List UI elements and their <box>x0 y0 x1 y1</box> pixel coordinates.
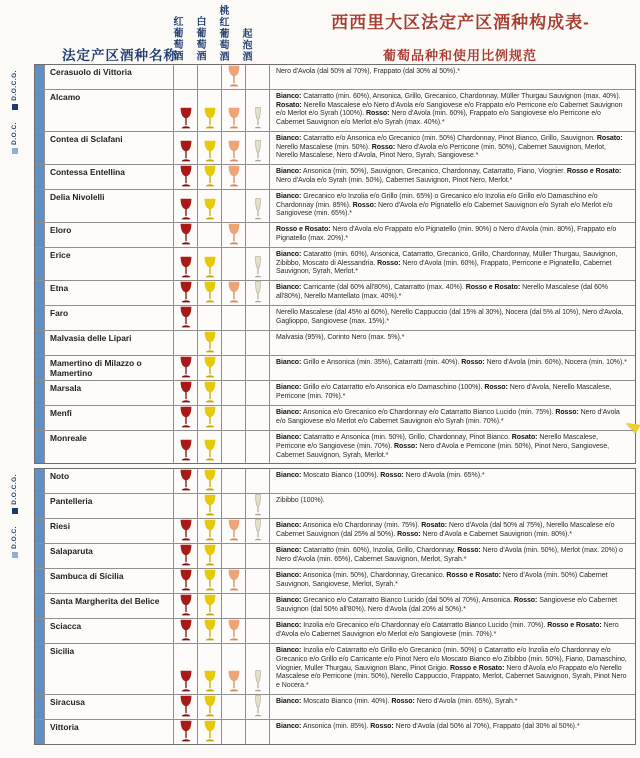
sparkling-wine-cell <box>246 431 270 463</box>
red-wine-glass-icon <box>178 198 194 220</box>
red-wine-cell <box>174 519 198 543</box>
rose-wine-glass-icon <box>226 519 242 541</box>
rose-wine-cell <box>222 720 246 744</box>
red-wine-cell <box>174 594 198 618</box>
rose-wine-glass-icon <box>226 619 242 641</box>
rose-wine-cell <box>222 406 246 430</box>
white-wine-cell <box>198 720 222 744</box>
group-color-bar <box>35 306 45 330</box>
table-row <box>35 65 635 90</box>
group-color-bar <box>35 165 45 189</box>
red-wine-cell <box>174 494 198 518</box>
region-name: Contessa Entellina <box>45 165 174 189</box>
group-color-bar <box>35 90 45 131</box>
grape-composition-text: Bianco: Grillo e/o Catarratto e/o Ansonica e/o Damaschino (100%). Rosso: Nero d'Avola, Nerello Mascalese, Perricone (min. 70%).* <box>276 384 612 400</box>
doc-label: D.O.C. <box>11 122 18 145</box>
white-wine-glass-icon <box>202 619 218 641</box>
grape-composition-text: Bianco: Grillo e Ansonica (min. 35%), Catarratti (min. 40%). Rosso: Nero d'Avola (min. 60%), Nocera (min. 10%).* <box>276 359 627 367</box>
white-wine-glass-icon <box>202 439 218 461</box>
docg-legend <box>11 70 18 110</box>
rose-wine-glass-icon <box>226 281 242 303</box>
white-wine-cell <box>198 569 222 593</box>
sparkling-wine-glass-icon <box>250 670 266 692</box>
region-name: Alcamo <box>45 90 174 131</box>
red-wine-glass-icon <box>178 544 194 566</box>
red-wine-cell <box>174 406 198 430</box>
grape-composition-text: Bianco: Carricante (dal 60% all'80%), Catarratto (max. 40%). Rosso e Rosato: Nerello Mascalese (dal 60% all'80%), Nerello Mantellato (max. 40%).* <box>276 284 608 300</box>
sparkling-wine-cell <box>246 519 270 543</box>
sparkling-wine-cell <box>246 223 270 247</box>
red-wine-glass-icon <box>178 356 194 378</box>
white-wine-glass-icon <box>202 406 218 428</box>
rose-wine-cell <box>222 190 246 222</box>
white-wine-cell <box>198 494 222 518</box>
red-wine-cell <box>174 381 198 405</box>
white-wine-glass-icon <box>202 356 218 378</box>
doc-legend <box>11 526 18 558</box>
sparkling-wine-cell <box>246 544 270 568</box>
sparkling-wine-cell <box>246 381 270 405</box>
table-row <box>35 519 635 544</box>
table-row <box>35 306 635 331</box>
red-wine-glass-icon <box>178 256 194 278</box>
sparkling-wine-cell <box>246 720 270 744</box>
table-row <box>35 406 635 431</box>
region-name: Sciacca <box>45 619 174 643</box>
table-section-1 <box>0 64 636 464</box>
grape-composition-text: Bianco: Grecanico e/o Inzolia e/o Grillo (min. 65%) o Grecanico e/o Inzolia e/o Grillo e/o Damaschino e/o Chardonnay (min. 85%). Rosso: Nero d'Avola e/o Pignatello e/o Cabernet Sauvignon e/o Syrah e/o Merlot e/o Sangiovese (min. 65%).* <box>276 192 613 218</box>
table-row <box>35 544 635 569</box>
table-row <box>35 594 635 619</box>
docg-square-icon <box>12 104 18 110</box>
sparkling-wine-cell <box>246 281 270 305</box>
white-wine-cell <box>198 132 222 164</box>
grape-composition-text: Bianco: Ansonica e/o Chardonnay (min. 75%). Rosato: Nero d'Avola (dal 50% al 75%), Nerello Mascalese e/o Cabernet Sauvignon (dal 25% al 50%). Rosso: Nero d'Avola e Cabernet Sauvignon (min. 80%).* <box>276 522 615 538</box>
red-wine-cell <box>174 281 198 305</box>
white-wine-glass-icon <box>202 519 218 541</box>
red-wine-cell <box>174 248 198 280</box>
docg-legend <box>11 474 18 514</box>
rose-wine-cell <box>222 248 246 280</box>
sparkling-wine-cell <box>246 569 270 593</box>
grape-composition-text: Bianco: Ansonica (min. 85%). Rosso: Nero d'Avola (dal 50% al 70%), Frappato (dal 30% al 50%).* <box>276 722 580 730</box>
red-wine-cell <box>174 331 198 355</box>
white-wine-cell <box>198 223 222 247</box>
region-name: Vittoria <box>45 720 174 744</box>
grape-composition-text: Bianco: Catarratto (min. 60%), Ansonica, Grillo, Grecanico, Chardonnay, Müller Thurgau Sauvignon (max. 40%). Rosato: Nerello Mascalese e/o Nero d'Avola e/o Sangiovese e/o Frappato e/o Perricone e/o Cabernet Sauvignon e/o Merlot e/o Syrah (100%). Rosso: Nero d'Avola (min. 60%), Frappato e/o Sangiovese e/o Perricone e/o Cabernet Sauvignon e/o Merlot e/o Syrah (max. 40%).* <box>276 93 623 127</box>
white-wine-glass-icon <box>202 107 218 129</box>
sparkling-wine-glass-icon <box>250 256 266 278</box>
red-wine-glass-icon <box>178 165 194 187</box>
white-wine-cell <box>198 406 222 430</box>
red-wine-cell <box>174 569 198 593</box>
table-row <box>35 569 635 594</box>
rose-wine-cell <box>222 65 246 89</box>
grape-composition-text: Bianco: Grecanico e/o Catarratto Bianco Lucido (dal 50% al 70%), Ansonica. Rosso: Sangiovese e/o Cabernet Sauvignon (dal 50% all'80%), Nero d'Avola (dal 20% al 50%).* <box>276 597 618 613</box>
group-color-bar <box>35 469 45 493</box>
region-name: Delia Nivolelli <box>45 190 174 222</box>
grape-composition-text: Malvasia (95%), Corinto Nero (max. 5%).* <box>276 334 405 342</box>
rose-wine-column-header: 桃红葡萄酒 <box>217 4 228 62</box>
group-color-bar <box>35 223 45 247</box>
sparkling-wine-glass-icon <box>250 695 266 717</box>
group-color-bar <box>35 190 45 222</box>
white-wine-cell <box>198 281 222 305</box>
sparkling-wine-glass-icon <box>250 198 266 220</box>
white-wine-cell <box>198 695 222 719</box>
grape-composition-text: Bianco: Inzolia e/o Grecanico e/o Chardonnay e/o Catarratto Bianco Lucido (min. 70%). Rosso e Rosato: Nero d'Avola e/o Cabernet Sauvignon e/o Merlot e/o Sangiovese (min. 70%).* <box>276 622 619 638</box>
grape-composition-text: Bianco: Ansonica e/o Grecanico e/o Chardonnay e/o Catarratto Bianco Lucido (min. 75%). Rosso: Nero d'Avola e/o Sangiovese e/o Merlot e/o Cabernet Sauvignon e/o Syrah (min. 70%).* <box>276 409 620 425</box>
red-wine-column-header: 红葡萄酒 <box>171 16 182 62</box>
rose-wine-cell <box>222 695 246 719</box>
docg-label: D.O.C.G. <box>11 474 18 505</box>
red-wine-cell <box>174 65 198 89</box>
red-wine-cell <box>174 544 198 568</box>
grape-composition-text: Bianco: Cataratto (min. 60%), Ansonica, Catarratto, Grecanico, Grillo, Chardonnay, Müller Thurgau, Sauvignon, Zibibbo, Moscato di Alessandria. Rosso: Nero d'Avola (min. 60%), Frappato, Perricone e Pignatello, Cabernet Sauvignon, Syrah, Merlot.* <box>276 251 618 276</box>
region-name: Riesi <box>45 519 174 543</box>
group-color-bar <box>35 569 45 593</box>
sparkling-wine-cell <box>246 469 270 493</box>
white-wine-cell <box>198 165 222 189</box>
red-wine-glass-icon <box>178 569 194 591</box>
region-name: Pantelleria <box>45 494 174 518</box>
table-row <box>35 381 635 406</box>
table-row <box>35 431 635 463</box>
region-name: Etna <box>45 281 174 305</box>
grape-composition-text: Zibibbo (100%). <box>276 497 325 505</box>
red-wine-glass-icon <box>178 695 194 717</box>
sparkling-wine-cell <box>246 65 270 89</box>
region-name: Contea di Sclafani <box>45 132 174 164</box>
red-wine-cell <box>174 306 198 330</box>
grape-composition-text: Bianco: Catarratto e Ansonica (min. 50%), Grillo, Chardonnay, Pinot Bianco. Rosato: Nerello Mascalese, Perricone e/o Sangiovese (min. 70%). Rosso: Nero d'Avola e Perricone (min. 50%), Pinot Nero, Sangiovese, Cabernet Sauvignon, Syrah, Merlot.* <box>276 434 609 459</box>
white-wine-glass-icon <box>202 494 218 516</box>
region-name: Marsala <box>45 381 174 405</box>
white-wine-cell <box>198 331 222 355</box>
white-wine-cell <box>198 306 222 330</box>
white-wine-cell <box>198 190 222 222</box>
region-name: Noto <box>45 469 174 493</box>
sparkling-wine-glass-icon <box>250 494 266 516</box>
white-wine-glass-icon <box>202 670 218 692</box>
grape-composition-text: Bianco: Inzolia e/o Catarratto e/o Grillo e/o Grecanico (min. 50%) o Catarratto e/o Inzolia e/o Chardonnay e/o Grecanico e/o Grillo e/o Carricante e/o Pinot Nero e/o Moscato Bianco e/o Zibibbo (min. 50%), Fiano, Damaschino, Viognier, Muller Thurgau, Sauvignon Blanc, Pinot Grigio. Rosso e Rosato: Nero d'Avola e/o Frappato e/o Nerello Mascalese e/o Perricone (min. 50%), Nerello Cappuccio, Frappato, Merlot, Cabernet Sauvignon, Syrah, Pinot Nero e Nocera.* <box>276 647 627 690</box>
group-color-bar <box>35 281 45 305</box>
docg-label: D.O.C.G. <box>11 70 18 101</box>
region-name: Erice <box>45 248 174 280</box>
rose-wine-glass-icon <box>226 569 242 591</box>
grape-composition-text: Bianco: Ansonica (min. 50%), Sauvignon, Grecanico, Chardonnay, Catarratto, Fiano, Viognier. Rosso e Rosato: Nero d'Avola e/o Syrah (min. 50%), Cabernet Sauvignon, Pinot Nero, Merlot.* <box>276 167 622 184</box>
group-color-bar <box>35 431 45 463</box>
grape-composition-text: Bianco: Catarratto e/o Ansonica e/o Grecanico (min. 50%) Chardonnay, Pinot Bianco, Grillo, Sauvignon. Rosato: Nerello Mascalese (min. 50%). Rosso: Nero d'Avola e/o Perricone (min. 50%), Cabernet Sauvignon, Merlot, Nerello Mascalese, Nero d'Avola, Pinot Nero, Syrah, Sangiovese.* <box>276 134 623 160</box>
grape-composition-text: Bianco: Moscato Bianco (100%). Rosso: Nero d'Avola (min. 65%).* <box>276 472 485 480</box>
red-wine-glass-icon <box>178 619 194 641</box>
doc-wine-table <box>0 64 636 749</box>
classification-legend-gutter <box>0 468 34 745</box>
rows-table <box>34 468 636 745</box>
red-wine-glass-icon <box>178 720 194 742</box>
rose-wine-cell <box>222 306 246 330</box>
rose-wine-cell <box>222 544 246 568</box>
white-wine-glass-icon <box>202 381 218 403</box>
rose-wine-cell <box>222 132 246 164</box>
group-color-bar <box>35 406 45 430</box>
rose-wine-cell <box>222 223 246 247</box>
red-wine-glass-icon <box>178 281 194 303</box>
region-name: Monreale <box>45 431 174 463</box>
grape-composition-text: Bianco: Ansonica (min. 50%), Chardonnay, Grecanico. Rosso e Rosato: Nero d'Avola (min. 50%) Cabernet Sauvignon, Sangiovese, Merlot, Syrah.* <box>276 572 608 588</box>
white-wine-cell <box>198 519 222 543</box>
region-name: Cerasuolo di Vittoria <box>45 65 174 89</box>
white-wine-cell <box>198 469 222 493</box>
grape-composition-text: Bianco: Catarratto (min. 60%), Inzolia, Grillo, Chardonnay. Rosso: Nero d'Avola (min. 50%), Merlot (max. 20%) o Nero d'Avola (min. 65%), Cabernet Sauvignon, Merlot, Syrah.* <box>276 547 623 563</box>
red-wine-glass-icon <box>178 107 194 129</box>
red-wine-glass-icon <box>178 406 194 428</box>
white-wine-glass-icon <box>202 544 218 566</box>
rose-wine-cell <box>222 644 246 694</box>
rose-wine-cell <box>222 381 246 405</box>
sparkling-wine-glass-icon <box>250 140 266 162</box>
group-color-bar <box>35 331 45 355</box>
sparkling-wine-glass-icon <box>250 281 266 303</box>
group-color-bar <box>35 494 45 518</box>
region-name: Siracusa <box>45 695 174 719</box>
rose-wine-cell <box>222 519 246 543</box>
region-name: Eloro <box>45 223 174 247</box>
white-wine-cell <box>198 431 222 463</box>
red-wine-glass-icon <box>178 469 194 491</box>
table-row <box>35 132 635 165</box>
white-wine-glass-icon <box>202 165 218 187</box>
white-wine-cell <box>198 594 222 618</box>
table-section-2 <box>0 468 636 745</box>
sparkling-wine-cell <box>246 644 270 694</box>
grape-spec-column-header: 葡萄品种和使用比例规范 <box>382 48 537 63</box>
red-wine-cell <box>174 720 198 744</box>
white-wine-cell <box>198 248 222 280</box>
red-wine-cell <box>174 469 198 493</box>
red-wine-cell <box>174 356 198 380</box>
grape-composition-text: Nerello Mascalese (dal 45% al 60%), Nerello Cappuccio (dal 15% al 30%), Nocera (dal 5% al 10%), Nero d'Avola, Gaglioppo, Sangiovese (max. 15%).* <box>276 309 624 325</box>
sparkling-wine-cell <box>246 331 270 355</box>
red-wine-cell <box>174 619 198 643</box>
white-wine-cell <box>198 65 222 89</box>
region-name-column-header: 法定产区酒种名称 <box>62 48 178 63</box>
table-row <box>35 720 635 744</box>
white-wine-column-header: 白葡萄酒 <box>194 16 205 62</box>
table-row <box>35 644 635 695</box>
white-wine-glass-icon <box>202 695 218 717</box>
red-wine-glass-icon <box>178 519 194 541</box>
grape-composition-text: Bianco: Moscato Bianco (min. 40%). Rosso: Nero d'Avola (min. 65%), Syrah.* <box>276 697 518 705</box>
sparkling-wine-cell <box>246 619 270 643</box>
white-wine-cell <box>198 544 222 568</box>
white-wine-cell <box>198 644 222 694</box>
group-color-bar <box>35 544 45 568</box>
red-wine-cell <box>174 431 198 463</box>
region-name: Menfi <box>45 406 174 430</box>
sparkling-wine-cell <box>246 165 270 189</box>
region-name: Malvasia delle Lipari <box>45 331 174 355</box>
region-name: Mamertino di Milazzo o Mamertino <box>45 356 174 380</box>
sparkling-wine-cell <box>246 306 270 330</box>
region-name: Faro <box>45 306 174 330</box>
rose-wine-cell <box>222 281 246 305</box>
red-wine-cell <box>174 165 198 189</box>
group-color-bar <box>35 720 45 744</box>
rose-wine-cell <box>222 494 246 518</box>
table-row <box>35 223 635 248</box>
rose-wine-cell <box>222 594 246 618</box>
red-wine-cell <box>174 223 198 247</box>
white-wine-cell <box>198 90 222 131</box>
group-color-bar <box>35 619 45 643</box>
red-wine-cell <box>174 190 198 222</box>
sparkling-wine-cell <box>246 248 270 280</box>
sparkling-wine-cell <box>246 132 270 164</box>
sparkling-wine-glass-icon <box>250 519 266 541</box>
rose-wine-cell <box>222 331 246 355</box>
region-name: Santa Margherita del Belice <box>45 594 174 618</box>
rose-wine-glass-icon <box>226 223 242 245</box>
rows-table <box>34 64 636 464</box>
table-row <box>35 248 635 281</box>
group-color-bar <box>35 644 45 694</box>
group-color-bar <box>35 381 45 405</box>
group-color-bar <box>35 248 45 280</box>
classification-legend-gutter <box>0 64 34 464</box>
white-wine-cell <box>198 381 222 405</box>
white-wine-glass-icon <box>202 198 218 220</box>
rose-wine-glass-icon <box>226 165 242 187</box>
doc-square-icon <box>12 552 18 558</box>
white-wine-glass-icon <box>202 569 218 591</box>
region-name: Sambuca di Sicilia <box>45 569 174 593</box>
white-wine-glass-icon <box>202 140 218 162</box>
doc-legend <box>11 122 18 154</box>
white-wine-glass-icon <box>202 331 218 353</box>
docg-square-icon <box>12 508 18 514</box>
rose-wine-glass-icon <box>226 140 242 162</box>
red-wine-glass-icon <box>178 306 194 328</box>
group-color-bar <box>35 356 45 380</box>
table-row <box>35 165 635 190</box>
rose-wine-glass-icon <box>226 65 242 87</box>
sparkling-wine-cell <box>246 494 270 518</box>
red-wine-glass-icon <box>178 140 194 162</box>
group-color-bar <box>35 695 45 719</box>
red-wine-cell <box>174 132 198 164</box>
group-color-bar <box>35 65 45 89</box>
grape-composition-text: Nero d'Avola (dal 50% al 70%), Frappato (dal 30% al 50%).* <box>276 68 460 75</box>
rose-wine-cell <box>222 569 246 593</box>
red-wine-cell <box>174 90 198 131</box>
region-name: Salaparuta <box>45 544 174 568</box>
doc-square-icon <box>12 148 18 154</box>
sparkling-wine-column-header: 起泡酒 <box>240 27 251 62</box>
grape-composition-text: Rosso e Rosato: Nero d'Avola e/o Frappato e/o Pignatello (min. 90%) o Nero d'Avola (min. 80%), Frappato e/o Pignatello (max. 20%).* <box>276 226 617 242</box>
white-wine-glass-icon <box>202 469 218 491</box>
red-wine-glass-icon <box>178 381 194 403</box>
white-wine-glass-icon <box>202 594 218 616</box>
red-wine-glass-icon <box>178 439 194 461</box>
rose-wine-glass-icon <box>226 107 242 129</box>
group-color-bar <box>35 132 45 164</box>
group-color-bar <box>35 594 45 618</box>
rose-wine-cell <box>222 90 246 131</box>
table-row <box>35 356 635 381</box>
wine-type-column-headers <box>165 0 257 62</box>
table-row <box>35 619 635 644</box>
white-wine-cell <box>198 356 222 380</box>
rose-wine-cell <box>222 356 246 380</box>
table-row <box>35 281 635 306</box>
sparkling-wine-cell <box>246 356 270 380</box>
sparkling-wine-glass-icon <box>250 107 266 129</box>
table-row <box>35 190 635 223</box>
sparkling-wine-cell <box>246 695 270 719</box>
rose-wine-glass-icon <box>226 670 242 692</box>
rose-wine-cell <box>222 165 246 189</box>
doc-label: D.O.C. <box>11 526 18 550</box>
red-wine-cell <box>174 695 198 719</box>
white-wine-cell <box>198 619 222 643</box>
table-row <box>35 695 635 720</box>
red-wine-glass-icon <box>178 223 194 245</box>
sparkling-wine-cell <box>246 90 270 131</box>
group-color-bar <box>35 519 45 543</box>
white-wine-glass-icon <box>202 720 218 742</box>
table-row <box>35 90 635 132</box>
table-row <box>35 494 635 519</box>
rose-wine-cell <box>222 469 246 493</box>
table-row <box>35 331 635 356</box>
white-wine-glass-icon <box>202 256 218 278</box>
rose-wine-cell <box>222 431 246 463</box>
red-wine-glass-icon <box>178 594 194 616</box>
rose-wine-cell <box>222 619 246 643</box>
sparkling-wine-cell <box>246 190 270 222</box>
sparkling-wine-cell <box>246 594 270 618</box>
page-title: 西西里大区法定产区酒种构成表- <box>331 13 590 32</box>
region-name: Sicilia <box>45 644 174 694</box>
table-row <box>35 469 635 494</box>
white-wine-glass-icon <box>202 281 218 303</box>
sparkling-wine-cell <box>246 406 270 430</box>
red-wine-glass-icon <box>178 670 194 692</box>
red-wine-cell <box>174 644 198 694</box>
